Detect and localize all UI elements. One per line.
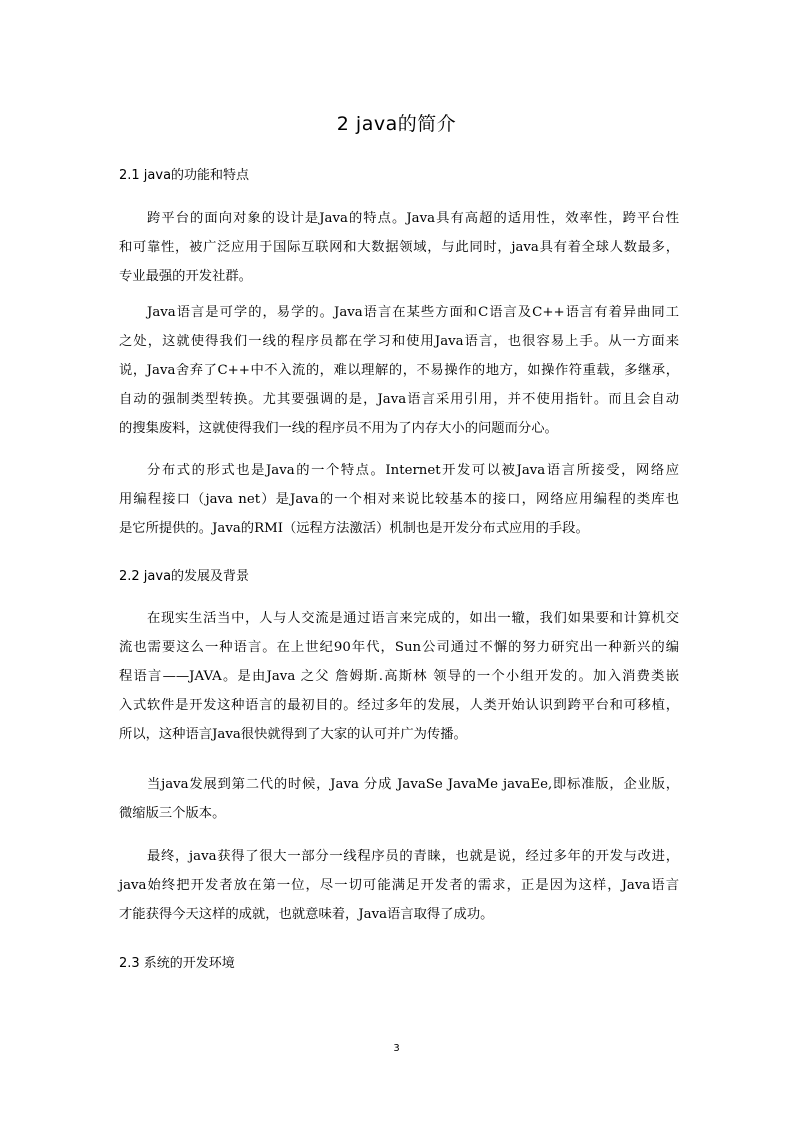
chapter-title: 2 java的简介 bbox=[336, 113, 457, 135]
paragraph-line: 的搜集废料，这就使得我们一线的程序员不用为了内存大小的问题而分心。 bbox=[119, 421, 558, 436]
paragraph-line: 当java发展到第二代的时候，Java 分成 JavaSe JavaMe javaEe,即标准版，企业版， bbox=[147, 777, 679, 792]
paragraph-line: 专业最强的开发社群。 bbox=[119, 269, 252, 284]
paragraph-line: java始终把开发者放在第一位，尽一切可能满足开发者的需求，正是因为这样，Java语言 bbox=[119, 878, 679, 893]
paragraph-line: 在现实生活当中，人与人交流是通过语言来完成的，如出一辙，我们如果要和计算机交 bbox=[147, 611, 679, 626]
paragraph-line: 程语言——JAVA。是由Java 之父 詹姆斯.高斯林 领导的一个小组开发的。加入消费类嵌 bbox=[119, 669, 679, 684]
paragraph-2-1-2 bbox=[119, 298, 679, 443]
paragraph-line: 是它所提供的。Java的RMI（远程方法激活）机制也是开发分布式应用的手段。 bbox=[119, 521, 589, 536]
paragraph-line: 所以，这种语言Java很快就得到了大家的认可并广为传播。 bbox=[119, 727, 467, 742]
paragraph-line: 流也需要这么一种语言。在上世纪90年代，Sun公司通过不懈的努力研究出一种新兴的编 bbox=[119, 640, 679, 655]
paragraph-line: 和可靠性，被广泛应用于国际互联网和大数据领域，与此同时，java具有着全球人数最多， bbox=[119, 240, 679, 255]
paragraph-line: 自动的强制类型转换。尤其要强调的是，Java语言采用引用，并不使用指针。而且会自动 bbox=[119, 392, 679, 407]
paragraph-line: 才能获得今天这样的成就，也就意味着，Java语言取得了成功。 bbox=[119, 907, 494, 922]
paragraph-line: 分布式的形式也是Java的一个特点。Internet开发可以被Java语言所接受，网络应 bbox=[147, 463, 679, 478]
paragraph-line: 入式软件是开发这种语言的最初目的。经过多年的发展，人类开始认识到跨平台和可移植， bbox=[119, 698, 679, 713]
paragraph-line: Java语言是可学的，易学的。Java语言在某些方面和C语言及C++语言有着异曲同工 bbox=[147, 305, 679, 320]
paragraph-2-2-3 bbox=[119, 842, 679, 929]
paragraph-line: 跨平台的面向对象的设计是Java的特点。Java具有高超的适用性，效率性，跨平台性 bbox=[147, 211, 679, 226]
page-number: 3 bbox=[393, 1043, 400, 1054]
section-heading-2-1: 2.1 java的功能和特点 bbox=[119, 168, 250, 183]
paragraph-2-2-2 bbox=[119, 770, 679, 828]
paragraph-2-1-1 bbox=[119, 204, 679, 291]
paragraph-line: 微缩版三个版本。 bbox=[119, 806, 226, 821]
paragraph-line: 之处，这就使得我们一线的程序员都在学习和使用Java语言，也很容易上手。从一方面来 bbox=[119, 334, 679, 349]
paragraph-line: 说，Java舍弃了C++中不入流的，难以理解的，不易操作的地方，如操作符重载，多继承， bbox=[119, 363, 679, 378]
paragraph-2-2-1 bbox=[119, 604, 679, 749]
paragraph-line: 最终，java获得了很大一部分一线程序员的青睐，也就是说，经过多年的开发与改进， bbox=[147, 849, 679, 864]
section-heading-2-2: 2.2 java的发展及背景 bbox=[119, 569, 250, 584]
section-heading-2-3: 2.3 系统的开发环境 bbox=[119, 956, 235, 971]
paragraph-2-1-3 bbox=[119, 456, 679, 543]
paragraph-line: 用编程接口（java net）是Java的一个相对来说比较基本的接口，网络应用编程的类库也 bbox=[119, 492, 679, 507]
